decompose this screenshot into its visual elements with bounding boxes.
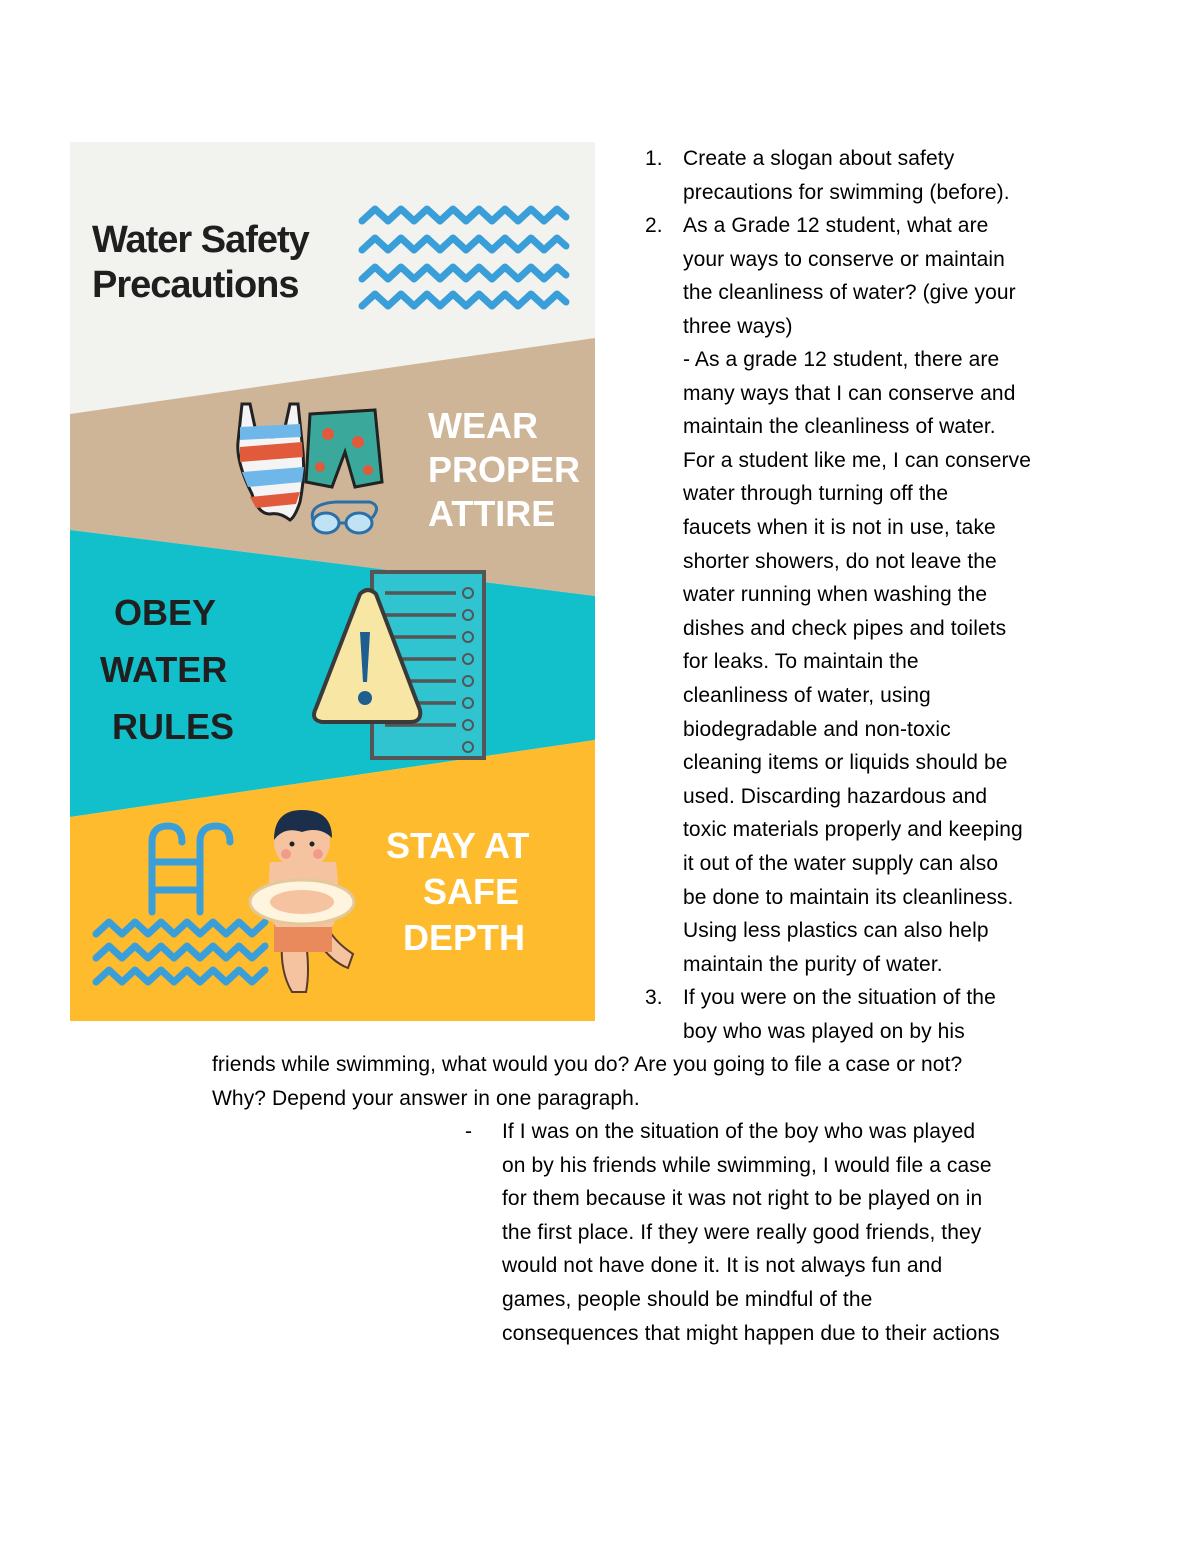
q3-text xyxy=(683,981,996,1048)
q2-answer-line: water through turning off the xyxy=(683,482,949,506)
q2-answer-line: many ways that I can conserve and xyxy=(683,381,1016,405)
q1-line: Create a slogan about safety xyxy=(683,147,955,170)
q1-text xyxy=(683,142,1010,209)
q2-answer-line: used. Discarding hazardous and xyxy=(683,784,988,808)
q2-answer-line: faucets when it is not in use, take xyxy=(683,515,996,539)
q2-answer-line: cleanliness of water, using xyxy=(683,683,931,707)
q3-number: 3. xyxy=(645,986,663,1009)
q2-answer-line: it out of the water supply can also xyxy=(683,851,999,875)
q2-answer-line: Using less plastics can also help xyxy=(683,919,989,943)
q3-answer-line: consequences that might happen due to their actions xyxy=(502,1321,1000,1345)
q3-answer-line: for them because it was not right to be played on in xyxy=(502,1187,983,1211)
q2-line: As a Grade 12 student, what are xyxy=(683,214,989,237)
q2-answer-line: maintain the cleanliness of water. xyxy=(683,415,996,439)
q2-text xyxy=(683,209,1016,343)
q2-line: your ways to conserve or maintain xyxy=(683,247,1005,271)
q2-answer-line: biodegradable and non-toxic xyxy=(683,717,951,741)
q1-line: precautions for swimming (before). xyxy=(683,180,1010,204)
q2-answer-line: shorter showers, do not leave the xyxy=(683,549,997,573)
q2-number: 2. xyxy=(645,214,663,237)
q3-answer-line: games, people should be mindful of the xyxy=(502,1287,873,1311)
q3-continued-line: Why? Depend your answer in one paragraph. xyxy=(212,1086,640,1110)
q3-answer-line: on by his friends while swimming, I would file a case xyxy=(502,1153,992,1177)
section3-line1: STAY AT xyxy=(386,825,530,866)
water-safety-poster xyxy=(70,142,595,1021)
q2-answer-line: water running when washing the xyxy=(683,583,988,607)
poster-title-line2: Precautions xyxy=(92,264,299,306)
q2-answer-line: be done to maintain its cleanliness. xyxy=(683,885,1014,909)
q1-number: 1. xyxy=(645,147,663,170)
q3-answer-line: would not have done it. It is not always fun and xyxy=(502,1254,943,1278)
section1-line2: PROPER xyxy=(428,449,581,490)
section1-line1: WEAR xyxy=(428,405,538,446)
q3-line: boy who was played on by his xyxy=(683,1019,965,1043)
section3-line3: DEPTH xyxy=(403,917,526,958)
q2-line: three ways) xyxy=(683,314,793,338)
q3-answer-line: the first place. If they were really good friends, they xyxy=(502,1220,982,1244)
q2-answer-line: maintain the purity of water. xyxy=(683,952,943,976)
q3-continued-line: friends while swimming, what would you do? Are you going to file a case or not? xyxy=(212,1053,963,1076)
section2-line1: OBEY xyxy=(114,592,217,633)
section1-line3: ATTIRE xyxy=(428,493,556,534)
q2-answer-line: dishes and check pipes and toilets xyxy=(683,616,1007,640)
q2-answer-line: toxic materials properly and keeping xyxy=(683,818,1023,842)
q2-line: the cleanliness of water? (give your xyxy=(683,281,1016,305)
section3-line2: SAFE xyxy=(423,871,520,912)
q3-answer xyxy=(502,1115,1000,1350)
q3-continued xyxy=(212,1048,962,1115)
q2-answer-line: for leaks. To maintain the xyxy=(683,650,919,674)
q2-answer-line: cleaning items or liquids should be xyxy=(683,751,1008,775)
q3-answer-line: If I was on the situation of the boy who was played xyxy=(502,1120,976,1143)
poster-artwork xyxy=(70,142,595,1021)
q2-answer-line: - As a grade 12 student, there are xyxy=(683,348,1000,371)
q2-answer xyxy=(683,343,1031,981)
section2-text xyxy=(100,592,234,747)
poster-title-line1: Water Safety xyxy=(92,219,309,261)
q2-answer-line: For a student like me, I can conserve xyxy=(683,448,1032,472)
section2-line3: RULES xyxy=(112,706,235,747)
q3-answer-dash: - xyxy=(465,1120,473,1143)
section2-line2: WATER xyxy=(100,649,228,690)
q3-line: If you were on the situation of the xyxy=(683,986,996,1009)
